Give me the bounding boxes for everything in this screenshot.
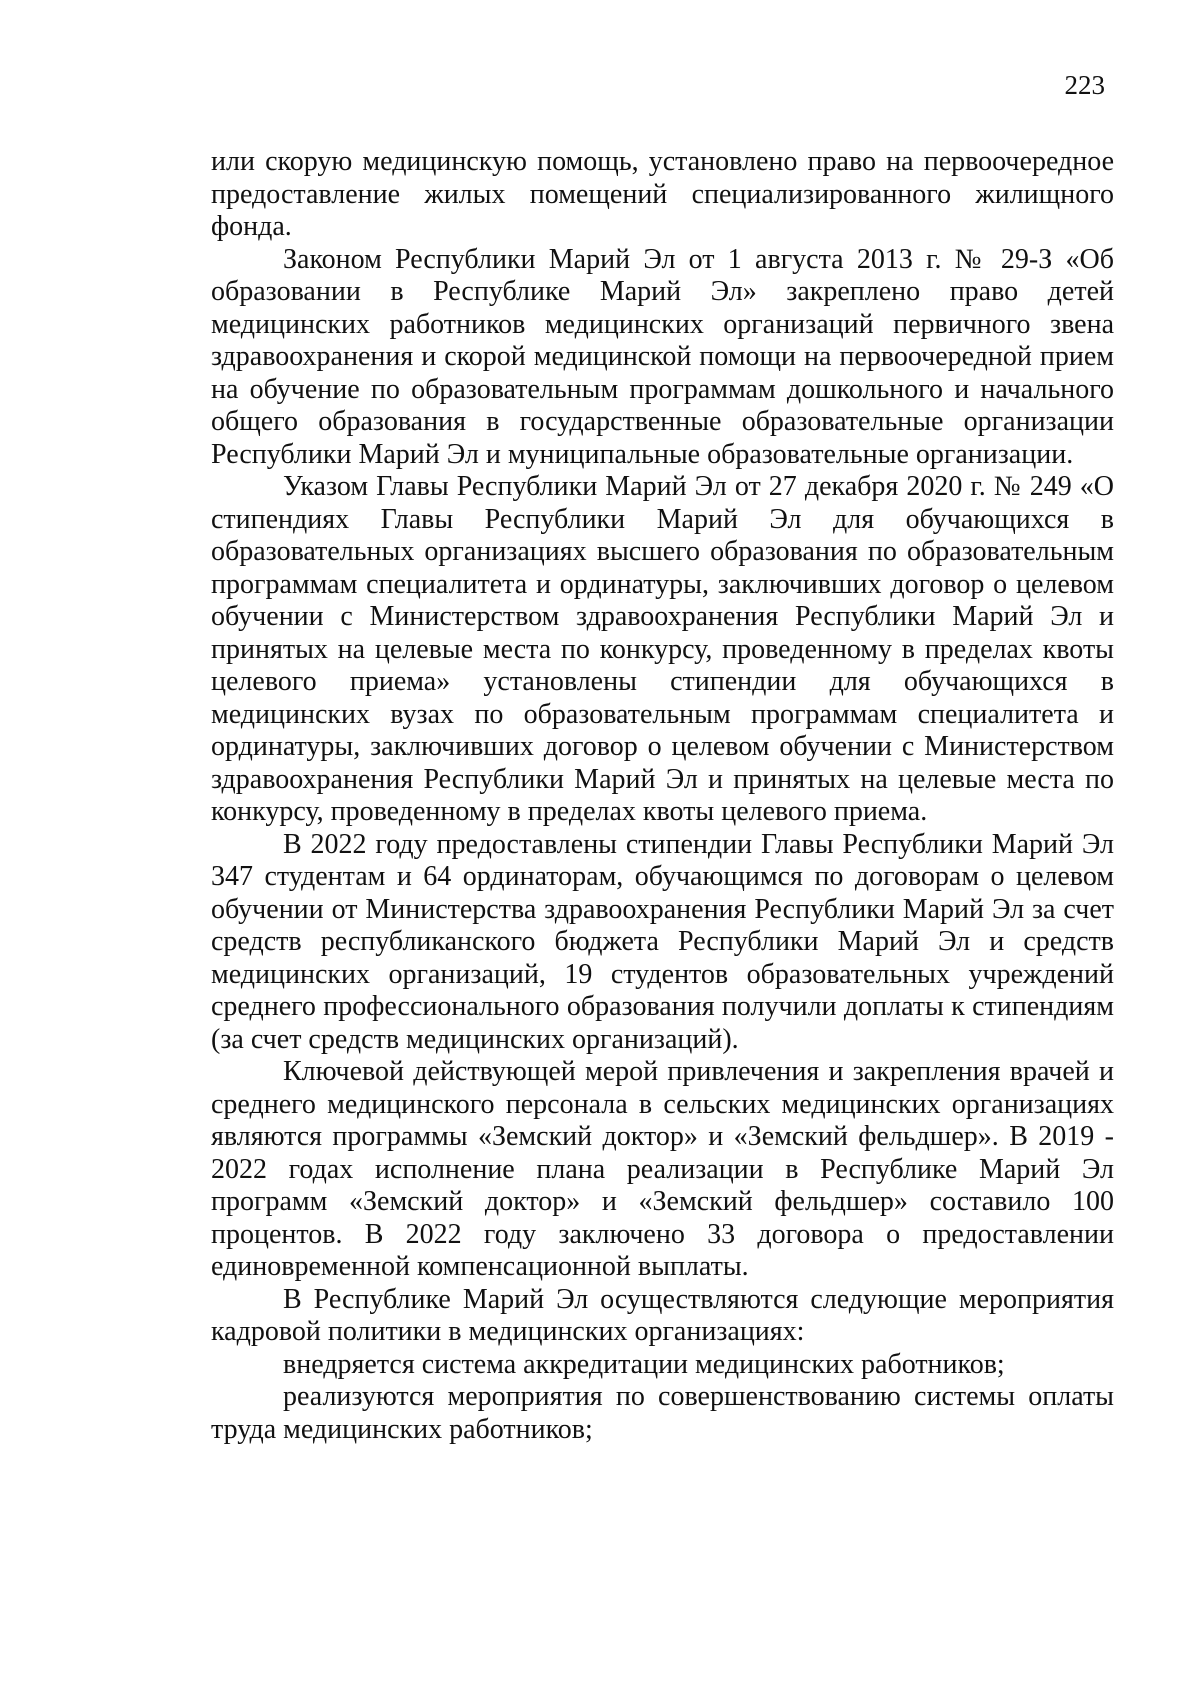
paragraph-personnel-policy: В Республике Марий Эл осуществляются следующие мероприятия кадровой политики в медицинских организациях: (211, 1283, 1114, 1347)
paragraph-scholarships-2022: В 2022 году предоставлены стипендии Главы Республики Марий Эл 347 студентам и 64 ординаторам, обучающимся по договорам о целевом обучении от Министерства здравоохранения Республики Марий Эл за счет средств республиканского бюджета Республики Марий Эл и средств медицинских организаций, 19 студентов образовательных учреждений среднего профессионального образования получили доплаты к стипендиям (за счет средств медицинских организаций). (211, 828, 1114, 1055)
document-body (211, 146, 1114, 1446)
paragraph-education-law: Законом Республики Марий Эл от 1 августа 2013 г. № 29-З «Об образовании в Республике Марий Эл» закреплено право детей медицинских работников медицинских организаций первичного звена здравоохранения и скорой медицинской помощи на первоочередной прием на обучение по образовательным программам дошкольного и начального общего образования в государственные образовательные организации Республики Марий Эл и муниципальные образовательные организации. (211, 243, 1114, 470)
page-number: 223 (1064, 70, 1105, 100)
paragraph-accreditation: внедряется система аккредитации медицинских работников; (283, 1348, 1005, 1380)
paragraph-remuneration: реализуются мероприятия по совершенствованию системы оплаты труда медицинских работников; (211, 1381, 1114, 1445)
paragraph-zemsky-programs: Ключевой действующей мерой привлечения и закрепления врачей и среднего медицинского персонала в сельских медицинских организациях являются программы «Земский доктор» и «Земский фельдшер». В 2019 - 2022 годах исполнение плана реализации в Республике Марий Эл программ «Земский доктор» и «Земский фельдшер» составило 100 процентов. В 2022 году заключено 33 договора о предоставлении единовременной компенсационной выплаты. (211, 1056, 1114, 1282)
paragraph-scholarship-decree: Указом Главы Республики Марий Эл от 27 декабря 2020 г. № 249 «О стипендиях Главы Республики Марий Эл для обучающихся в образовательных организациях высшего образования по образовательным программам специалитета и ординатуры, заключивших договор о целевом обучении с Министерством здравоохранения Республики Марий Эл и принятых на целевые места по конкурсу, проведенному в пределах квоты целевого приема» установлены стипендии для обучающихся в медицинских вузах по образовательным программам специалитета и ординатуры, заключивших договор о целевом обучении с Министерством здравоохранения Республики Марий Эл и принятых на целевые места по конкурсу, проведенному в пределах квоты целевого приема. (211, 471, 1114, 827)
paragraph-continuation: или скорую медицинскую помощь, установлено право на первоочередное предоставление жилых помещений специализированного жилищного фонда. (211, 146, 1114, 242)
